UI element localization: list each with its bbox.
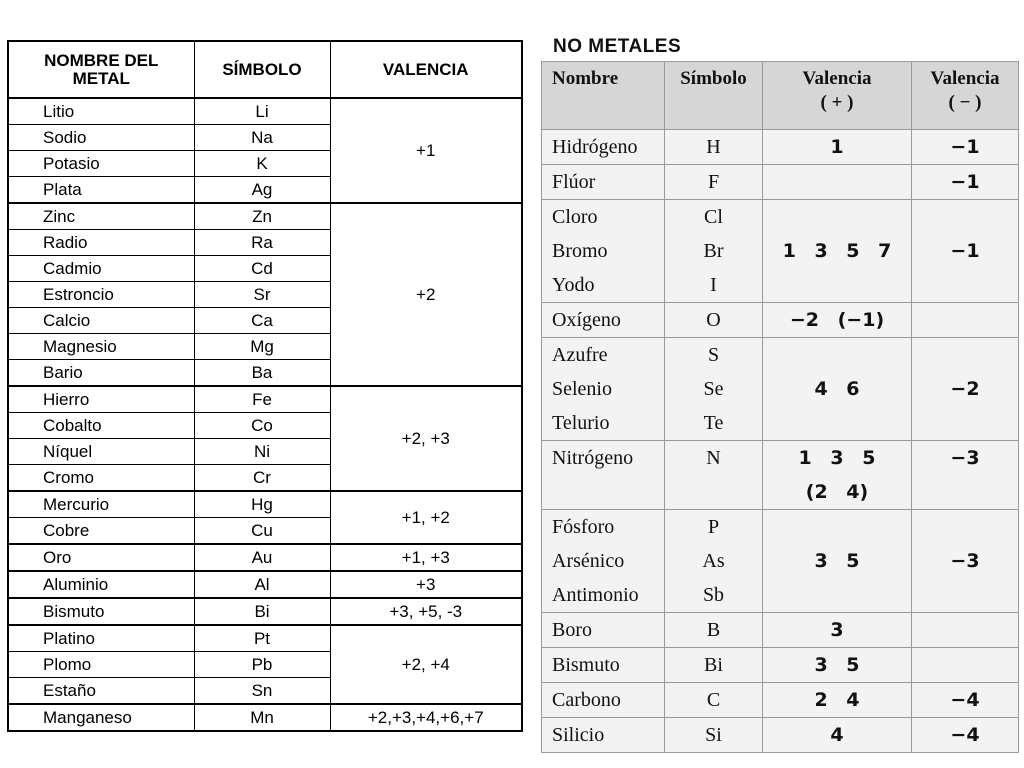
nonmetal-name-line: Hidrógeno [552,136,638,158]
nonmetal-name [542,441,665,510]
metals-table [7,40,523,732]
nonmetal-name-line: Silicio [552,724,605,746]
metal-name: Aluminio [8,571,194,598]
nonmetal-valence-negative [912,648,1019,683]
metal-symbol: Ba [194,360,330,387]
metal-name: Manganeso [8,704,194,731]
nonmetal-valence-positive-line: (2 4) [805,481,869,503]
metal-symbol: K [194,151,330,177]
nonmetals-title: NO METALES [553,36,682,57]
nonmetal-row [542,718,1019,753]
metal-name: Magnesio [8,334,194,360]
metal-name: Oro [8,544,194,571]
nonmetal-row [542,441,1019,510]
metal-symbol: Pt [194,625,330,652]
nonmetal-name-line: Oxígeno [552,309,621,331]
metal-row [8,625,522,652]
metal-valence: +2, +3 [330,386,522,491]
metal-symbol: Hg [194,491,330,518]
nonmetal-symbol [665,613,763,648]
metal-name: Sodio [8,125,194,151]
metal-name: Plomo [8,652,194,678]
metals-header-valence: VALENCIA [330,41,522,98]
nonmetal-valence-negative [912,303,1019,338]
metal-name: Calcio [8,308,194,334]
nonmetal-valence-negative [912,510,1019,613]
metal-name: Potasio [8,151,194,177]
nonmetal-symbol-line: C [706,689,721,711]
metal-valence: +2,+3,+4,+6,+7 [330,704,522,731]
nonmetals-header-row [542,62,1019,130]
nonmetal-symbol-line: P [707,516,720,538]
nonmetal-symbol-line: As [702,550,725,572]
nonmetal-symbol [665,165,763,200]
nonmetal-valence-negative [912,200,1019,303]
nonmetal-name [542,338,665,441]
nonmetal-valence-negative-line [912,406,1018,440]
nonmetal-symbol-line: Cl [704,206,723,228]
nonmetal-name-line: Yodo [552,274,595,296]
metal-name: Mercurio [8,491,194,518]
metal-row [8,571,522,598]
nonmetal-symbol-line: N [706,447,721,469]
nonmetal-row [542,510,1019,613]
metal-symbol: Al [194,571,330,598]
metal-valence: +1, +2 [330,491,522,544]
nonmetal-name-line: Cloro [552,206,598,228]
metal-name: Cobalto [8,413,194,439]
nonmetal-valence-negative [912,718,1019,753]
metal-symbol: Mn [194,704,330,731]
valence-negative-label: Valencia [930,68,1000,89]
metal-name: Plata [8,177,194,204]
nonmetal-name-line: Telurio [552,412,610,434]
metal-symbol: Co [194,413,330,439]
nonmetal-valence-positive [763,718,912,753]
metal-symbol: Ra [194,230,330,256]
nonmetal-row [542,613,1019,648]
nonmetal-symbol-line: Br [703,240,724,262]
metals-header-name-line1: NOMBRE DEL [44,50,159,70]
nonmetal-symbol [665,200,763,303]
nonmetal-valence-positive-line: 1 [830,136,844,158]
nonmetal-symbol-line: Se [703,378,724,400]
nonmetal-valence-negative-line: −4 [950,689,980,711]
nonmetal-name-line: Nitrógeno [552,447,634,469]
nonmetal-row [542,303,1019,338]
nonmetal-valence-positive-line: 1 3 5 [798,447,876,469]
nonmetal-valence-negative [912,613,1019,648]
metal-row [8,598,522,625]
nonmetal-valence-negative [912,338,1019,441]
nonmetal-name-line: Bismuto [552,654,620,676]
nonmetal-valence-negative [912,165,1019,200]
nonmetal-valence-positive-line [763,200,911,234]
nonmetal-row [542,130,1019,165]
nonmetal-valence-positive-line [763,165,911,199]
nonmetal-valence-negative-line [912,648,1018,682]
nonmetal-name [542,648,665,683]
nonmetal-symbol [665,441,763,510]
metal-symbol: Bi [194,598,330,625]
metals-header-row [8,41,522,98]
nonmetal-symbol-line: Bi [704,654,723,676]
nonmetal-name [542,165,665,200]
nonmetal-valence-positive [763,441,912,510]
metal-symbol: Ca [194,308,330,334]
metal-valence: +3 [330,571,522,598]
metal-symbol: Fe [194,386,330,413]
nonmetal-name [542,200,665,303]
nonmetal-valence-negative [912,683,1019,718]
nonmetal-valence-positive-line: 4 6 [814,378,860,400]
nonmetal-symbol [665,683,763,718]
nonmetal-valence-positive-line [763,510,911,544]
nonmetal-symbol-line: B [706,619,721,641]
metal-symbol: Pb [194,652,330,678]
valence-positive-label: Valencia [802,68,872,89]
nonmetal-valence-negative [912,441,1019,510]
nonmetal-symbol-line: H [706,136,721,158]
nonmetals-header-valence-positive [763,62,912,130]
nonmetal-symbol [665,303,763,338]
nonmetal-valence-positive [763,200,912,303]
nonmetal-valence-positive-line: 3 [830,619,844,641]
metal-row [8,386,522,413]
nonmetal-name [542,613,665,648]
metal-name: Litio [8,98,194,125]
nonmetal-valence-negative-line: −1 [950,136,980,158]
nonmetal-symbol [665,648,763,683]
metal-name: Bismuto [8,598,194,625]
nonmetal-valence-negative-line: −3 [950,550,980,572]
nonmetal-valence-negative-line: −1 [950,240,980,262]
nonmetal-valence-negative-line [912,578,1018,612]
nonmetal-valence-positive-line: 4 [830,724,844,746]
metal-symbol: Cd [194,256,330,282]
metal-symbol: Sr [194,282,330,308]
metals-body [8,98,522,731]
metals-header-name-line2: METAL [72,68,130,88]
nonmetal-name-line: Boro [552,619,592,641]
nonmetal-valence-positive [763,510,912,613]
nonmetal-row [542,683,1019,718]
metal-row [8,491,522,518]
nonmetal-valence-negative-line [912,303,1018,337]
nonmetal-valence-negative-line [912,268,1018,302]
nonmetal-symbol-line: S [707,344,720,366]
nonmetal-name [542,683,665,718]
nonmetal-name-line: Bromo [552,240,608,262]
nonmetal-symbol-line: Sb [702,584,725,606]
metal-name: Cadmio [8,256,194,282]
nonmetal-row [542,200,1019,303]
nonmetal-valence-positive [763,130,912,165]
nonmetal-valence-positive [763,683,912,718]
metal-name: Estaño [8,678,194,705]
metal-name: Cobre [8,518,194,545]
nonmetal-symbol-line: I [710,274,717,296]
nonmetal-valence-positive-line [763,338,911,372]
nonmetal-valence-negative-line [912,510,1018,544]
nonmetal-name [542,303,665,338]
metal-row [8,704,522,731]
nonmetal-valence-positive [763,303,912,338]
nonmetal-symbol-line: Si [705,724,722,746]
nonmetal-valence-negative-line [912,475,1018,509]
metal-symbol: Cu [194,518,330,545]
nonmetal-valence-positive-line: −2 (−1) [789,309,885,331]
metal-symbol: Sn [194,678,330,705]
nonmetal-valence-negative-line: −3 [950,447,980,469]
nonmetal-valence-negative-line: −4 [950,724,980,746]
metal-symbol: Li [194,98,330,125]
nonmetal-name-line: Arsénico [552,550,625,572]
nonmetal-valence-negative-line [912,200,1018,234]
nonmetal-name [542,718,665,753]
valence-negative-sign: ( − ) [948,92,982,113]
metal-symbol: Ag [194,177,330,204]
metals-header-name [8,41,194,98]
metal-valence: +2 [330,203,522,386]
nonmetals-header-name: Nombre [542,62,665,130]
nonmetal-name-line: Azufre [552,344,608,366]
nonmetal-name [542,130,665,165]
nonmetal-valence-positive [763,165,912,200]
nonmetal-symbol-line: Te [703,412,724,434]
nonmetal-valence-positive-line [763,578,911,612]
nonmetals-body [542,130,1019,753]
metal-name: Hierro [8,386,194,413]
nonmetal-valence-positive [763,648,912,683]
nonmetals-header-symbol: Símbolo [665,62,763,130]
metal-row [8,98,522,125]
nonmetal-valence-negative-line [912,338,1018,372]
nonmetal-valence-positive-line [763,406,911,440]
nonmetal-valence-positive [763,338,912,441]
metal-symbol: Na [194,125,330,151]
metal-name: Bario [8,360,194,387]
nonmetal-valence-negative-line: −1 [950,171,980,193]
nonmetal-name-line: Flúor [552,171,596,193]
metal-name: Estroncio [8,282,194,308]
metal-row [8,544,522,571]
nonmetal-row [542,338,1019,441]
nonmetal-row [542,165,1019,200]
nonmetal-symbol [665,130,763,165]
metal-name: Níquel [8,439,194,465]
nonmetal-valence-positive [763,613,912,648]
nonmetal-name-line: Carbono [552,689,621,711]
nonmetal-name [542,510,665,613]
metal-valence: +2, +4 [330,625,522,704]
valence-positive-sign: ( + ) [820,92,854,113]
metal-valence: +1 [330,98,522,203]
metal-symbol: Cr [194,465,330,492]
nonmetal-valence-positive-line [763,268,911,302]
nonmetal-name-line: Antimonio [552,584,639,606]
nonmetal-symbol-line [665,475,762,509]
metal-symbol: Mg [194,334,330,360]
nonmetal-symbol [665,338,763,441]
metals-header-symbol: SÍMBOLO [194,41,330,98]
metal-symbol: Au [194,544,330,571]
nonmetal-symbol [665,718,763,753]
metal-valence: +3, +5, -3 [330,598,522,625]
nonmetal-row [542,648,1019,683]
nonmetal-name-line [552,475,664,509]
nonmetals-table [541,61,1019,753]
nonmetal-valence-negative-line [912,613,1018,647]
metal-name: Zinc [8,203,194,230]
metal-symbol: Ni [194,439,330,465]
nonmetal-valence-negative [912,130,1019,165]
metal-symbol: Zn [194,203,330,230]
metal-name: Radio [8,230,194,256]
nonmetal-symbol [665,510,763,613]
nonmetals-header-valence-negative [912,62,1019,130]
nonmetal-valence-positive-line: 3 5 [814,654,860,676]
metal-row [8,203,522,230]
nonmetal-symbol-line: O [706,309,721,331]
nonmetal-symbol-line: F [707,171,720,193]
nonmetal-valence-positive-line: 2 4 [814,689,860,711]
nonmetal-name-line: Selenio [552,378,612,400]
metal-valence: +1, +3 [330,544,522,571]
metal-name: Cromo [8,465,194,492]
nonmetal-valence-negative-line: −2 [950,378,980,400]
metal-name: Platino [8,625,194,652]
nonmetal-valence-positive-line: 3 5 [814,550,860,572]
nonmetal-valence-positive-line: 1 3 5 7 [782,240,892,262]
nonmetal-name-line: Fósforo [552,516,615,538]
